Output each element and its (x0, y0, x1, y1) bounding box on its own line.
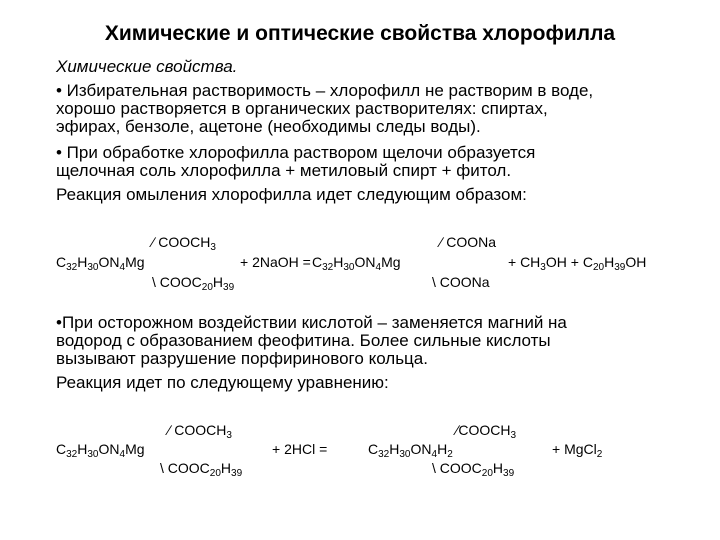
text-line: вызывают разрушение порфиринового кольца. (56, 349, 428, 368)
eq1-bottom-right: \ COONa (432, 274, 490, 290)
section-heading: Химические свойства. (56, 57, 238, 76)
eq2-bottom-right: \ $COOC_{20}H_{39}$ (432, 460, 515, 479)
text-line: водород с образованием феофитина. Более сильные кислоты (56, 331, 551, 350)
paragraph-acid (56, 314, 567, 368)
eq1-top-right: ∕ COONa (440, 234, 497, 250)
eq1-product: $C_{32}H_{30}ON_4Mg$ (312, 254, 401, 273)
eq2-bottom-left: \ $COOC_{20}H_{39}$ (160, 460, 243, 479)
text-line: щелочная соль хлорофилла + метиловый спирт + фитол. (56, 161, 512, 180)
paragraph-solubility (56, 82, 593, 136)
eq1-reactant: $C_{32}H_{30}ON_4Mg$ (56, 254, 145, 273)
eq1-plus-naoh: + 2NaOH = (240, 254, 311, 270)
eq2-top-right: $∕COOCH_3$ (456, 422, 517, 441)
paragraph-alkali (56, 144, 535, 180)
eq2-top-left: ∕ $COOCH_3$ (168, 422, 232, 441)
eq1-tail: + $CH_3OH + C_{20}H_{39}OH$ (508, 254, 647, 273)
text-line: • При обработке хлорофилла раствором щелочи образуется (56, 143, 536, 162)
text-line: • Избирательная растворимость – хлорофилл не растворим в воде, (56, 81, 594, 100)
eq1-top-left: ∕ $COOCH_3$ (152, 234, 216, 253)
eq2-reactant: $C_{32}H_{30}ON_4Mg$ (56, 441, 145, 460)
paragraph-reaction: Реакция идет по следующему уравнению: (56, 373, 389, 392)
eq2-tail: + MgCl$_2$ (552, 441, 603, 460)
text-line: эфирах, бензоле, ацетоне (необходимы следы воды). (56, 117, 481, 136)
text-line: хорошо растворяется в органических растворителях: спиртах, (56, 99, 548, 118)
eq1-bottom-left: \ $COOC_{20}H_{39}$ (152, 274, 235, 293)
eq2-plus-hcl: + 2HCl = (272, 441, 328, 457)
text-line: •При осторожном воздействии кислотой – заменяется магний на (56, 313, 567, 332)
page-title: Химические и оптические свойства хлорофилла (104, 22, 616, 45)
paragraph-saponification: Реакция омыления хлорофилла идет следующим образом: (56, 185, 527, 204)
eq2-product: $C_{32}H_{30}ON_4H_2$ (368, 441, 453, 460)
